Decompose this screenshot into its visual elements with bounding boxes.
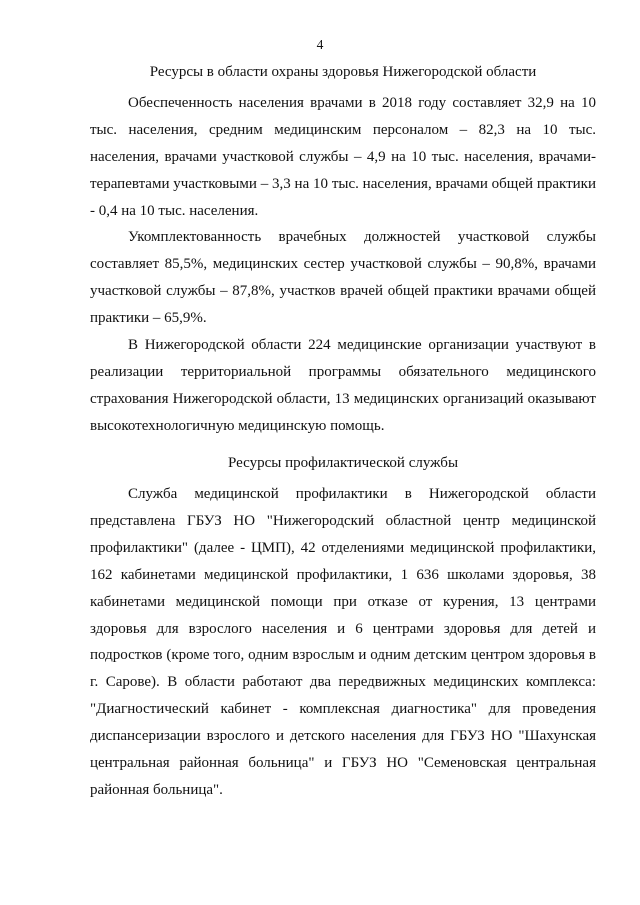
section-heading-prevention-resources: Ресурсы профилактической службы — [227, 455, 459, 471]
page-number: 4 — [316, 37, 324, 52]
paragraph-medical-organizations: В Нижегородской области 224 медицинские организации участвуют в реализации территориальной программы обязательного медицинского страхования Нижегородской области, 13 медицинских организаций оказывают высокотехнологичную медицинскую помощь. — [90, 337, 596, 434]
paragraph-prevention-service: Служба медицинской профилактики в Нижегородской области представлена ГБУЗ НО "Нижегородский областной центр медицинской профилактики" (далее - ЦМП), 42 отделениями медицинской профилактики, 162 кабинетами медицинской профилактики, 1 636 школами здоровья, 38 кабинетами медицинской помощи при отказе от курения, 13 центрами здоровья для взрослого населения и 6 центрами здоровья для детей и подростков (кроме того, одним взрослым и одним детским центром здоровья в г. Сарове). В области работают два передвижных медицинских комплекса: "Диагностический кабинет - комплексная диагностика" для проведения диспансеризации взрослого и детского населения для ГБУЗ НО "Шахунская центральная районная больница" и ГБУЗ НО "Семеновская центральная районная больница". — [90, 486, 596, 798]
paragraph-staffing: Укомплектованность врачебных должностей участковой службы составляет 85,5%, медицинских сестер участковой службы – 90,8%, врачами участковой службы – 87,8%, участков врачей общей практики врачами общей практики – 65,9%. — [90, 229, 596, 326]
section-heading-healthcare-resources: Ресурсы в области охраны здоровья Нижегородской области — [149, 64, 537, 80]
paragraph-doctor-coverage: Обеспеченность населения врачами в 2018 году составляет 32,9 на 10 тыс. населения, средним медицинским персоналом – 82,3 на 10 тыс. населения, врачами участковой службы – 4,9 на 10 тыс. населения, врачами-терапевтами участковыми – 3,3 на 10 тыс. населения, врачами общей практики - 0,4 на 10 тыс. населения. — [90, 95, 596, 219]
